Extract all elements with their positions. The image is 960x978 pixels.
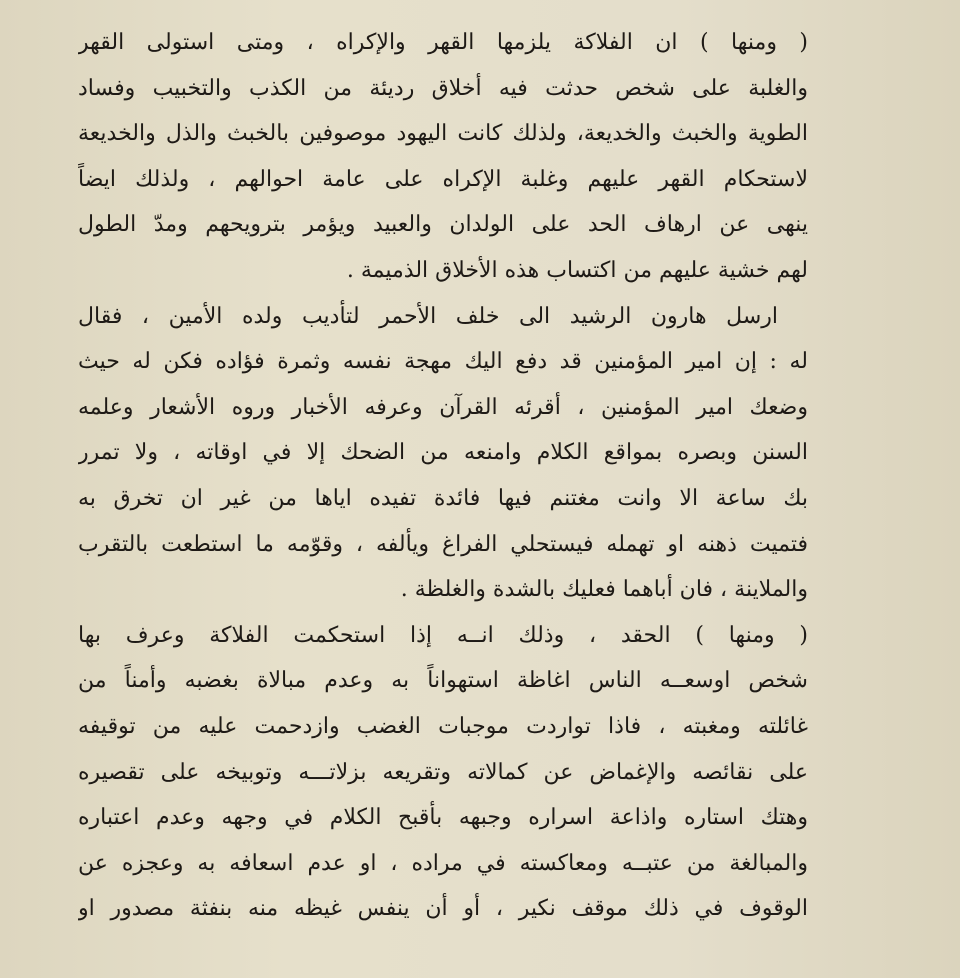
text-line: غائلته ومغبته ، فاذا تواردت موجبات الغضب وازدحمت عليه من توقيفه bbox=[78, 713, 808, 739]
text-line: ارسل هارون الرشيد الى خلف الأحمر لتأديب ولده الأمين ، فقال bbox=[78, 303, 778, 329]
text-line: له : إن امير المؤمنين قد دفع اليك مهجة نفسه وثمرة فؤاده فكن له حيث bbox=[78, 349, 808, 375]
text-line: وضعك امير المؤمنين ، أقرئه القرآن وعرفه الأخبار وروه الأشعار وعلمه bbox=[78, 394, 808, 420]
text-line: والملاينة ، فان أباهما فعليك بالشدة والغلظة . bbox=[400, 577, 808, 603]
text-line: والغلبة على شخص حدثت فيه أخلاق رديئة من الكذب والتخبيب وفساد bbox=[78, 75, 808, 101]
text-line: لاستحكام القهر عليهم وغلبة الإكراه على عامة احوالهم ، ولذلك ايضاً bbox=[78, 166, 808, 192]
text-line: شخص اوسعــه الناس اغاظة استهواناً به وعدم مبالاة بغضبه وأمناً من bbox=[78, 668, 808, 694]
text-line: بك ساعة الا وانت مغتنم فيها فائدة تفيده اياها من غير ان تخرق به bbox=[78, 485, 808, 511]
text-line: ينهى عن ارهاف الحد على الولدان والعبيد ويؤمر بترويحهم ومدّ الطول bbox=[78, 212, 808, 238]
text-line: الوقوف في ذلك موقف نكير ، أو أن ينفس غيظه منه بنفثة مصدور او bbox=[78, 896, 808, 922]
text-line: على نقائصه والإغماض عن كمالاته وتقريعه بزلاتـــه وتوبيخه على تقصيره bbox=[78, 759, 808, 785]
text-line: الطوية والخبث والخديعة، ولذلك كانت اليهود موصوفين بالخبث والذل والخديعة bbox=[78, 121, 808, 147]
text-line: لهم خشية عليهم من اكتساب هذه الأخلاق الذميمة . bbox=[346, 257, 808, 283]
text-line: السنن وبصره بمواقع الكلام وامنعه من الضحك إلا في اوقاته ، ولا تمرر bbox=[78, 440, 808, 466]
text-line: فتميت ذهنه او تهمله فيستحلي الفراغ ويألفه ، وقوّمه ما استطعت بالتقرب bbox=[78, 531, 808, 557]
text-line: والمبالغة من عتبــه ومعاكسته في مراده ، او عدم اسعافه به وعجزه عن bbox=[78, 850, 808, 876]
arabic-text-body bbox=[78, 20, 808, 932]
text-line: ( ومنها ) ان الفلاكة يلزمها القهر والإكراه ، ومتى استولى القهر bbox=[78, 30, 808, 55]
text-line: ( ومنها ) الحقد ، وذلك انــه إذا استحكمت الفلاكة وعرف بها bbox=[78, 622, 808, 648]
text-line: وهتك استاره واذاعة اسراره وجبهه بأقبح الكلام في وجهه وعدم اعتباره bbox=[78, 805, 808, 831]
